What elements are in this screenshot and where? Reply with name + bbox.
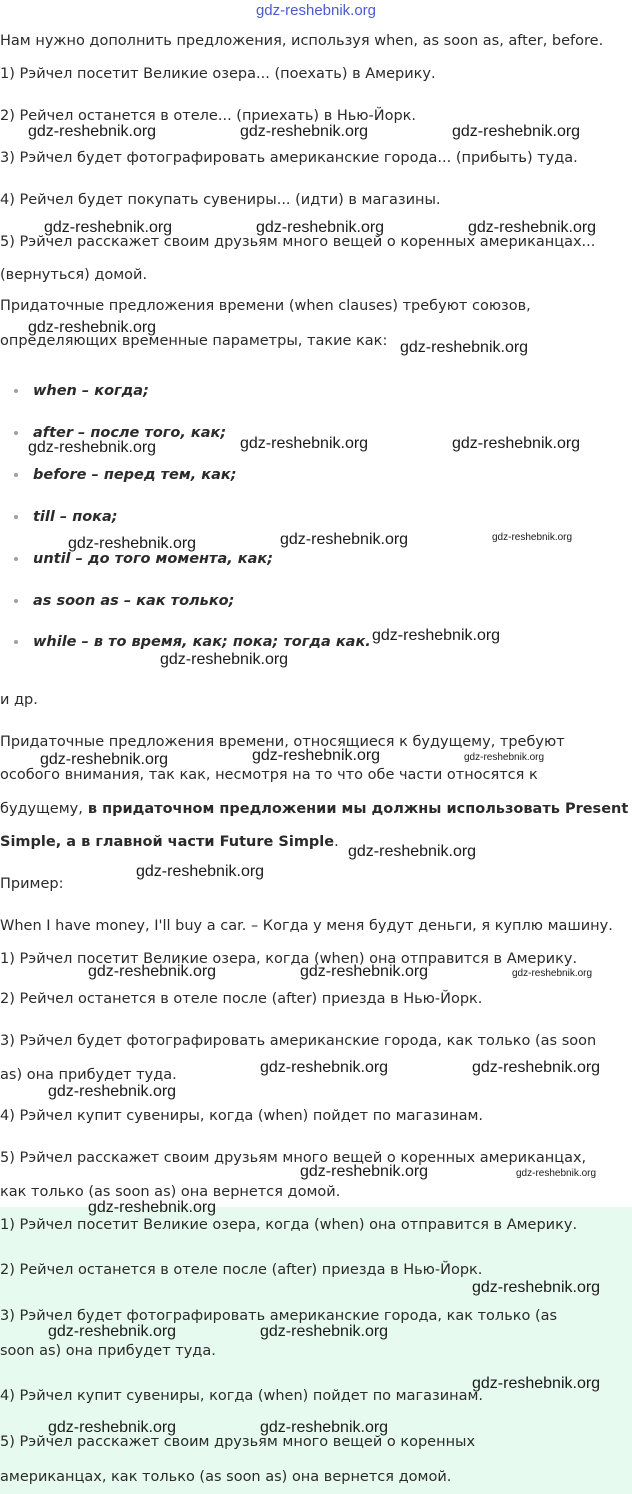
watermark: gdz-reshebnik.org [472, 1059, 601, 1076]
rule-line-1: Придаточные предложения времени, относящиеся к будущему, требуют [0, 734, 565, 750]
watermark: gdz-reshebnik.org [240, 435, 369, 452]
watermark: gdz-reshebnik.org [240, 123, 369, 140]
watermark: gdz-reshebnik.org [516, 1168, 597, 1179]
final-answer-2: 2) Рейчел останется в отеле после (after) приезда в Нью-Йорк. [0, 1262, 483, 1278]
answer-line-5: 5) Рэйчел расскажет своим друзьям много вещей о коренных американцах, [0, 1150, 587, 1166]
watermark: gdz-reshebnik.org [252, 747, 381, 764]
watermark: gdz-reshebnik.org [88, 1199, 217, 1216]
watermark: gdz-reshebnik.org [256, 219, 385, 236]
site-header-link[interactable]: gdz-reshebnik.org [255, 2, 377, 19]
watermark: gdz-reshebnik.org [160, 651, 289, 668]
bullet-icon [14, 557, 18, 561]
answer-line-3-cont: as) она прибудет туда. [0, 1067, 177, 1083]
conjunction-item: as soon as – как только; [14, 591, 234, 611]
final-answer-5-cont: американцах, как только (as soon as) она вернется домой. [0, 1469, 452, 1485]
answer-line-4: 4) Рэйчел купит сувениры, когда (when) пойдет по магазинам. [0, 1108, 484, 1124]
watermark: gdz-reshebnik.org [48, 1083, 177, 1100]
watermark: gdz-reshebnik.org [464, 752, 545, 763]
example-sentence: When I have money, I'll buy a car. – Когда у меня будут деньги, я куплю машину. [0, 918, 613, 934]
theory-line-1: Придаточные предложения времени (when clauses) требуют союзов, [0, 298, 531, 314]
watermark: gdz-reshebnik.org [280, 531, 409, 548]
watermark: gdz-reshebnik.org [300, 963, 429, 980]
conjunction-item: before – перед тем, как; [14, 465, 237, 485]
watermark: gdz-reshebnik.org [512, 968, 593, 979]
watermark: gdz-reshebnik.org [260, 1419, 389, 1436]
watermark: gdz-reshebnik.org [88, 963, 217, 980]
task-item-1: 1) Рэйчел посетит Великие озера... (поехать) в Америку. [0, 66, 436, 82]
watermark: gdz-reshebnik.org [44, 219, 173, 236]
answer-line-1: 1) Рэйчел посетит Великие озера, когда (when) она отправится в Америку. [0, 951, 578, 967]
theory-line-2: определяющих временные параметры, такие как: [0, 333, 388, 349]
watermark: gdz-reshebnik.org [472, 1279, 601, 1296]
final-answer-4: 4) Рэйчел купит сувениры, когда (when) пойдет по магазинам. [0, 1388, 484, 1404]
task-intro: Нам нужно дополнить предложения, используя when, as soon as, after, before. [0, 33, 604, 49]
task-item-2: 2) Рейчел останется в отеле... (приехать) в Нью-Йорк. [0, 108, 417, 124]
watermark: gdz-reshebnik.org [260, 1323, 389, 1340]
watermark: gdz-reshebnik.org [372, 627, 501, 644]
rule-line-3: будущему, в придаточном предложении мы должны использовать Present [0, 801, 629, 817]
conjunction-item: after – после того, как; [14, 423, 226, 443]
watermark: gdz-reshebnik.org [400, 339, 529, 356]
answer-line-3: 3) Рэйчел будет фотографировать американские города, как только (as soon [0, 1033, 597, 1049]
conjunction-item: while – в то время, как; пока; тогда как. [14, 632, 371, 652]
example-label: Пример: [0, 876, 64, 892]
watermark: gdz-reshebnik.org [136, 863, 265, 880]
watermark: gdz-reshebnik.org [468, 219, 597, 236]
watermark: gdz-reshebnik.org [472, 1375, 601, 1392]
watermark: gdz-reshebnik.org [260, 1059, 389, 1076]
conjunction-item: when – когда; [14, 381, 149, 401]
conjunction-item: until – до того момента, как; [14, 549, 273, 569]
task-item-5-cont: (вернуться) домой. [0, 267, 148, 283]
final-answer-3-cont: soon as) она прибудет туда. [0, 1343, 216, 1359]
watermark: gdz-reshebnik.org [68, 535, 197, 552]
final-answer-1: 1) Рэйчел посетит Великие озера, когда (when) она отправится в Америку. [0, 1217, 578, 1233]
rule-line-4: Simple, а в главной части Future Simple. [0, 834, 339, 850]
theory-etc: и др. [0, 692, 38, 708]
watermark: gdz-reshebnik.org [28, 319, 157, 336]
watermark: gdz-reshebnik.org [348, 843, 477, 860]
rule-line-2: особого внимания, так как, несмотря на то что обе части относятся к [0, 767, 538, 783]
final-answer-3: 3) Рэйчел будет фотографировать американские города, как только (as [0, 1308, 558, 1324]
watermark: gdz-reshebnik.org [452, 123, 581, 140]
watermark: gdz-reshebnik.org [40, 751, 169, 768]
bullet-icon [14, 599, 18, 603]
task-item-4: 4) Рейчел будет покупать сувениры... (идти) в магазины. [0, 192, 441, 208]
bullet-icon [14, 473, 18, 477]
final-answer-5: 5) Рэйчел расскажет своим друзьям много вещей о коренных [0, 1434, 476, 1450]
watermark: gdz-reshebnik.org [300, 1163, 429, 1180]
task-item-3: 3) Рэйчел будет фотографировать американские города... (прибыть) туда. [0, 150, 578, 166]
bullet-icon [14, 389, 18, 393]
answer-line-5-cont: как только (as soon as) она вернется домой. [0, 1184, 341, 1200]
conjunction-item: till – пока; [14, 507, 118, 527]
watermark: gdz-reshebnik.org [28, 439, 157, 456]
watermark: gdz-reshebnik.org [28, 123, 157, 140]
bullet-icon [14, 431, 18, 435]
bullet-icon [14, 640, 18, 644]
answer-line-2: 2) Рейчел останется в отеле после (after) приезда в Нью-Йорк. [0, 991, 483, 1007]
watermark: gdz-reshebnik.org [48, 1419, 177, 1436]
watermark: gdz-reshebnik.org [452, 435, 581, 452]
bullet-icon [14, 515, 18, 519]
watermark: gdz-reshebnik.org [492, 532, 573, 543]
task-item-5: 5) Рэйчел расскажет своим друзьям много вещей о коренных американцах... [0, 234, 596, 250]
watermark: gdz-reshebnik.org [48, 1323, 177, 1340]
